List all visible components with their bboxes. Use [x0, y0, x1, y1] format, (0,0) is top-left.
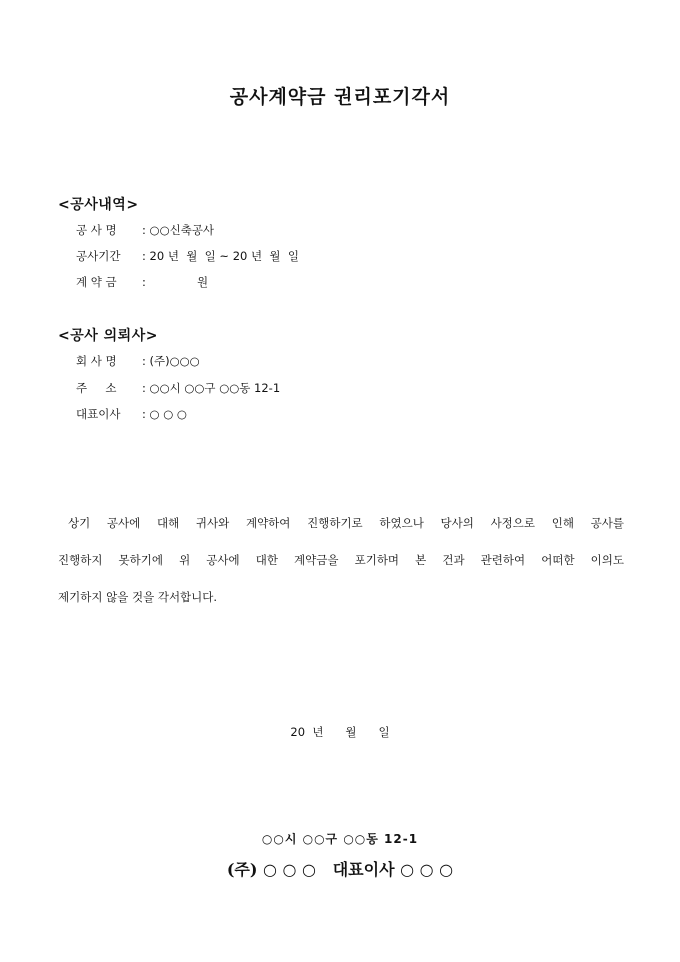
field-label: 계 약 금 [76, 275, 117, 289]
field-value: : (주)○○○ [142, 354, 200, 368]
field-label: 주 소 [76, 381, 117, 395]
field-value: : ○ ○ ○ [142, 407, 187, 421]
company-name-row [76, 353, 200, 369]
address-row [76, 380, 280, 396]
contract-amount-row [76, 274, 208, 290]
construction-period-row [76, 248, 299, 264]
paragraph-line: 제기하지 않을 것을 각서합니다. [58, 590, 218, 604]
field-label: 대표이사 [76, 407, 121, 421]
construction-name-row [76, 222, 214, 238]
field-value: : ○○시 ○○구 ○○동 12-1 [142, 381, 281, 395]
field-value: : ○○신축공사 [142, 223, 215, 237]
ceo-row [76, 406, 187, 422]
footer-signature: (주) ○ ○ ○ 대표이사 ○ ○ ○ [226, 860, 454, 879]
field-label: 회 사 명 [76, 354, 117, 368]
field-value: : 원 [142, 275, 209, 289]
field-value: : 20 년 월 일 ~ 20 년 월 일 [142, 249, 299, 263]
client-section-heading: <공사 의뢰사> [58, 328, 158, 344]
footer-address: ○○시 ○○구 ○○동 12-1 [261, 832, 419, 846]
paragraph-line: 상기 공사에 대해 귀사와 계약하여 진행하기로 하였으나 당사의 사정으로 인해 공사를 [68, 516, 624, 530]
construction-section-heading: <공사내역> [58, 197, 139, 213]
field-label: 공 사 명 [76, 223, 117, 237]
document-date: 20 년 월 일 [290, 725, 390, 739]
document-title: 공사계약금 권리포기각서 [229, 86, 451, 108]
field-label: 공사기간 [76, 249, 121, 263]
paragraph-line: 진행하지 못하기에 위 공사에 대한 계약금을 포기하며 본 건과 관련하여 어떠한 이의도 [58, 553, 624, 567]
pledge-paragraph [58, 505, 624, 616]
